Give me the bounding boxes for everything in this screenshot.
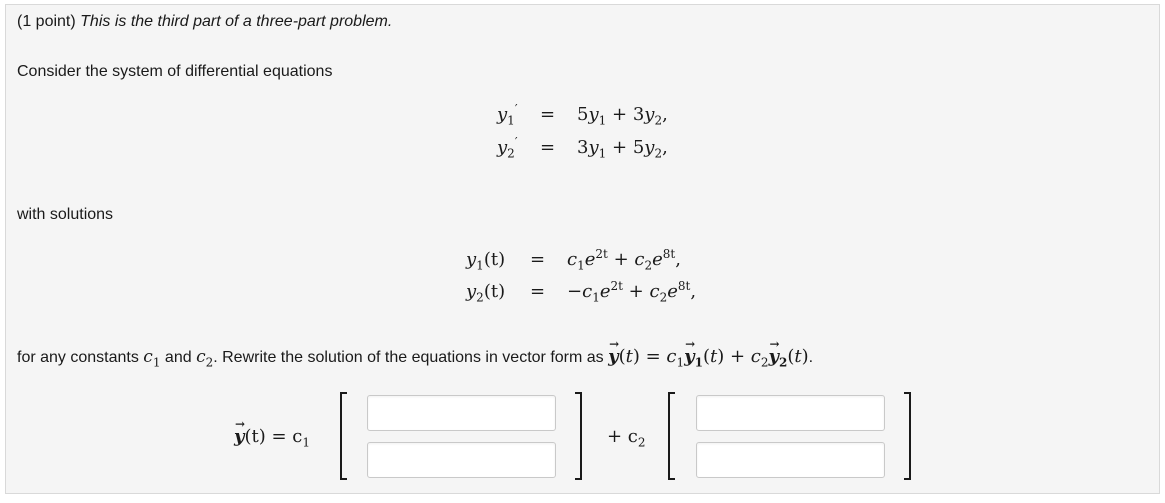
right-bracket-2 xyxy=(904,392,911,480)
solution-row2-eq: = xyxy=(530,281,546,302)
system-row1-eq: = xyxy=(540,104,556,125)
system-row1-rhs: $5y_1 + 3y_2$, xyxy=(577,104,668,128)
answer-input-v2-row2[interactable] xyxy=(696,442,885,478)
answer-input-v1-row2[interactable] xyxy=(367,442,556,478)
part-note: This is the third part of a three-part problem. xyxy=(80,13,393,30)
instruction-text: for any constants $c_1$ and $c_2$. Rewrite the solution of the equations in vector form as → $y(t) = c_1\to y_1(t) + c_2\to y_2(t)$. xyxy=(17,346,813,368)
points-label: (1 point) xyxy=(17,13,76,30)
solution-row1-lhs: $y_1(t)$ xyxy=(466,249,506,273)
left-bracket-1 xyxy=(340,392,347,480)
solutions-label: with solutions xyxy=(17,206,114,223)
intro-text: Consider the system of differential equations xyxy=(17,63,333,80)
problem-header xyxy=(17,12,392,32)
right-bracket-1 xyxy=(575,392,582,480)
y-vector-symbol: → y xyxy=(234,426,244,448)
answer-lhs: → $y(t) = c_1$ xyxy=(234,426,310,448)
solution-row2-lhs: $y_2(t)$ xyxy=(466,281,506,305)
plus-c2: + $c_2$ xyxy=(607,426,646,450)
system-row2-lhs: $y_2'$ xyxy=(497,135,518,161)
solution-row1-eq: = xyxy=(530,249,546,270)
answer-input-v2-row1[interactable] xyxy=(696,395,885,431)
system-row1-lhs: $y_1'$ xyxy=(497,102,518,128)
answer-input-v1-row1[interactable] xyxy=(367,395,556,431)
solution-row1-rhs: $c_1e^{2t} + c_2e^{8t}$, xyxy=(567,247,681,273)
system-row2-eq: = xyxy=(540,137,556,158)
left-bracket-2 xyxy=(668,392,675,480)
system-row2-rhs: $3y_1 + 5y_2$, xyxy=(577,137,668,161)
solution-row2-rhs: $-c_1e^{2t} + c_2e^{8t}$, xyxy=(567,279,697,305)
